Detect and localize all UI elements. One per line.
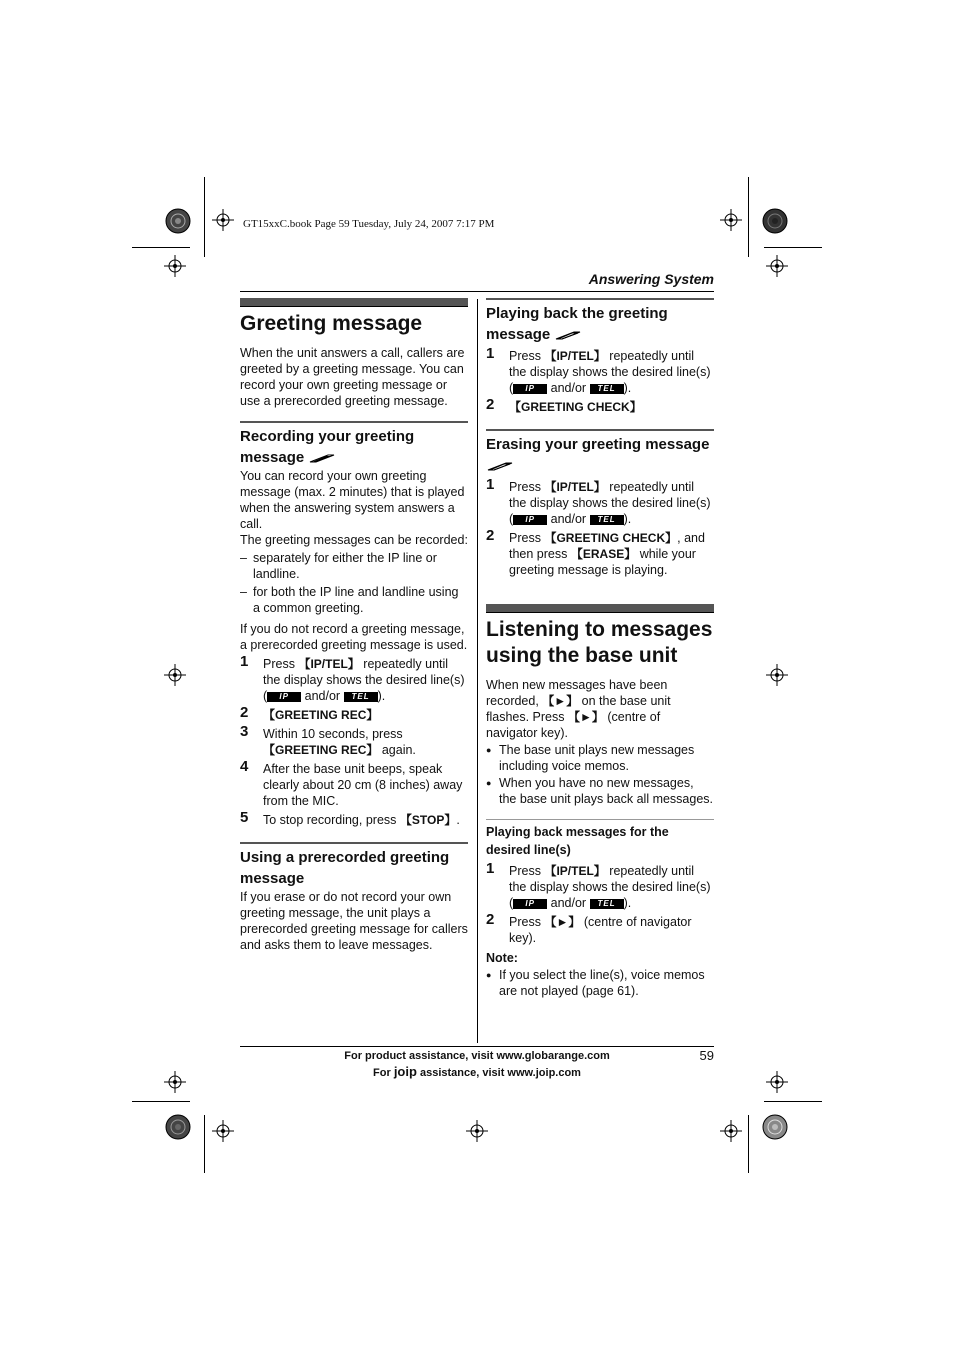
- key-label: 【IP/TEL】: [298, 657, 360, 671]
- registration-mark-icon: [212, 209, 234, 231]
- key-label: 【GREETING REC】: [263, 708, 379, 722]
- tel-badge-icon: TEL: [344, 692, 378, 702]
- registration-mark-icon: [720, 1120, 742, 1142]
- step-text: Press: [509, 349, 545, 363]
- key-text: ERASE: [582, 547, 625, 561]
- pen-icon: [308, 453, 336, 463]
- step-text: repeatedly until the display shows the desired line(s) (: [509, 349, 711, 395]
- crop-mark: [764, 247, 822, 248]
- key-text: GREETING REC: [275, 743, 367, 757]
- tel-badge-icon: TEL: [590, 515, 624, 525]
- play-icon: ►: [554, 694, 567, 708]
- play-icon: ►: [580, 710, 592, 724]
- key-label: 【►】: [544, 915, 581, 929]
- key-label: 【GREETING REC】: [263, 743, 379, 757]
- step-1: [240, 653, 468, 704]
- key-label: 【IP/TEL】: [544, 480, 606, 494]
- key-label: 【ERASE】: [570, 547, 637, 561]
- joip-logo: joip: [393, 1064, 417, 1079]
- tel-badge-icon: TEL: [590, 899, 624, 909]
- key-text: IP/TEL: [556, 349, 594, 363]
- bullet-item: ● If you select the line(s), voice memos are not played (page 61).: [486, 967, 714, 999]
- key-label: 【►】: [542, 694, 579, 708]
- heading-text: Erasing your greeting message: [486, 436, 710, 453]
- color-rosette-icon: [165, 208, 191, 234]
- bullet-item: ● When you have no new messages, the base unit plays back all messages.: [486, 775, 714, 807]
- key-label: 【GREETING CHECK】: [509, 400, 642, 414]
- step-2: [486, 911, 714, 946]
- key-label: 【STOP】: [399, 813, 457, 827]
- step-text: (centre of navigator key).: [509, 915, 692, 945]
- note-label: Note:: [486, 951, 518, 965]
- step-text: Press: [509, 864, 545, 878]
- step-text: Press: [509, 915, 545, 929]
- crop-mark: [204, 1115, 205, 1173]
- step-number: 1: [486, 860, 495, 877]
- subsection-title: [486, 303, 714, 345]
- step-5: [240, 809, 468, 828]
- footer-line-1: For product assistance, visit www.globarange.com: [344, 1050, 610, 1062]
- paragraph: You can record your own greeting message (max. 2 minutes) that is played when the answering system answers a call.: [240, 469, 465, 531]
- paragraph: If you do not record a greeting message, a prerecorded greeting message is used.: [240, 622, 468, 652]
- key-text: GREETING REC: [275, 708, 367, 722]
- step-text: and/or: [301, 689, 344, 703]
- text: on the base unit flashes. Press: [486, 694, 671, 724]
- section-title: Greeting message: [240, 312, 423, 335]
- section-title: Listening to messages using the base unit: [486, 618, 713, 667]
- step-2: [486, 527, 714, 578]
- footer: [240, 1048, 714, 1081]
- step-3: [240, 723, 468, 758]
- key-text: GREETING CHECK: [521, 400, 630, 414]
- key-text: STOP: [411, 813, 445, 827]
- pen-icon: [554, 330, 582, 340]
- step-number: 2: [486, 527, 495, 544]
- subheading: Playing back messages for the desired line(s): [486, 825, 669, 857]
- step-number: 4: [240, 758, 249, 775]
- tel-badge-icon: TEL: [590, 384, 624, 394]
- step-number: 2: [240, 704, 249, 721]
- footer-rule: [240, 1046, 714, 1047]
- ip-badge-icon: IP: [513, 515, 547, 525]
- key-text: GREETING CHECK: [556, 531, 666, 545]
- step-2: [486, 396, 714, 415]
- step-text: ).: [623, 381, 632, 395]
- step-number: 2: [486, 911, 495, 928]
- step-number: 5: [240, 809, 249, 826]
- step-1: [486, 476, 714, 527]
- paragraph: If you erase or do not record your own greeting message, the unit plays a prerecorded greeting message for callers and asks them to leave messages.: [240, 890, 468, 952]
- key-text: IP/TEL: [556, 864, 594, 878]
- heading-text: Playing back the greeting message: [486, 305, 668, 343]
- registration-mark-icon: [720, 209, 742, 231]
- registration-mark-icon: [164, 664, 186, 686]
- subsection-bar: [486, 429, 714, 431]
- step-4: [240, 758, 468, 809]
- thin-rule: [486, 819, 714, 820]
- step-1: [486, 860, 714, 911]
- column-divider: [477, 299, 478, 1043]
- key-label: 【IP/TEL】: [544, 349, 606, 363]
- subsection-bar: [486, 298, 714, 300]
- registration-mark-icon: [766, 664, 788, 686]
- text: assistance, visit www.joip.com: [416, 1067, 581, 1079]
- subsection-bar: [240, 842, 468, 844]
- heading-text: Recording your greeting message: [240, 428, 415, 466]
- footer-line-2: [240, 1064, 714, 1081]
- step-text: again.: [378, 743, 416, 757]
- section-bar: [486, 604, 714, 613]
- play-icon: ►: [556, 915, 569, 929]
- step-text: repeatedly until the display shows the desired line(s) (: [509, 864, 711, 910]
- crop-mark: [748, 1115, 749, 1173]
- step-text: Press: [509, 531, 545, 545]
- color-rosette-icon: [165, 1114, 191, 1140]
- dash-item: – for both the IP line and landline using a common greeting.: [240, 584, 468, 616]
- step-number: 2: [486, 396, 495, 413]
- step-number: 1: [486, 476, 495, 493]
- ip-badge-icon: IP: [267, 692, 301, 702]
- key-label: 【IP/TEL】: [544, 864, 606, 878]
- crop-mark: [764, 1101, 822, 1102]
- crop-mark: [132, 247, 190, 248]
- intro-text: When the unit answers a call, callers are greeted by a greeting message. You can record your own greeting message or use a prerecorded greeting message.: [240, 346, 465, 408]
- key-label: 【►】: [567, 710, 604, 724]
- left-column: [240, 298, 468, 953]
- registration-mark-icon: [466, 1120, 488, 1142]
- registration-mark-icon: [212, 1120, 234, 1142]
- paragraph: [486, 677, 714, 741]
- subsection-title: [486, 434, 714, 476]
- key-label: 【GREETING CHECK】: [544, 531, 678, 545]
- ip-badge-icon: IP: [513, 899, 547, 909]
- step-number: 1: [240, 653, 249, 670]
- step-text: To stop recording, press: [263, 813, 400, 827]
- step-text: Press: [509, 480, 545, 494]
- subsection-bar: [240, 421, 468, 423]
- pen-icon: [486, 461, 514, 471]
- step-text: Press: [263, 657, 299, 671]
- key-text: IP/TEL: [310, 657, 348, 671]
- registration-mark-icon: [164, 255, 186, 277]
- step-text: ).: [377, 689, 386, 703]
- step-text: and/or: [547, 381, 590, 395]
- step-text: and/or: [547, 896, 590, 910]
- subsection-title: [240, 426, 468, 468]
- page-number: 59: [699, 1048, 714, 1063]
- step-text: while your greeting message is playing.: [509, 547, 696, 577]
- registration-mark-icon: [766, 1071, 788, 1093]
- step-2: [240, 704, 468, 723]
- step-1: [486, 345, 714, 396]
- text: For: [373, 1067, 394, 1079]
- printer-info: GT15xxC.book Page 59 Tuesday, July 24, 2007 7:17 PM: [243, 218, 495, 230]
- registration-mark-icon: [164, 1071, 186, 1093]
- step-number: 3: [240, 723, 249, 740]
- ip-badge-icon: IP: [513, 384, 547, 394]
- registration-mark-icon: [766, 255, 788, 277]
- step-number: 1: [486, 345, 495, 362]
- step-text: repeatedly until the display shows the desired line(s) (: [509, 480, 711, 526]
- bullet-item: ● The base unit plays new messages including voice memos.: [486, 742, 714, 774]
- header-rule: [240, 291, 714, 292]
- step-text: repeatedly until the display shows the desired line(s) (: [263, 657, 465, 703]
- crop-mark: [748, 177, 749, 257]
- step-text: ).: [623, 512, 632, 526]
- crop-mark: [132, 1101, 190, 1102]
- step-text: Within 10 seconds, press: [263, 727, 403, 741]
- step-text: .: [456, 813, 460, 827]
- crop-mark: [204, 177, 205, 257]
- step-text: After the base unit beeps, speak clearly about 20 cm (8 inches) away from the MIC.: [263, 762, 463, 808]
- paragraph: The greeting messages can be recorded:: [240, 533, 468, 547]
- color-rosette-icon: [762, 208, 788, 234]
- step-text: and/or: [547, 512, 590, 526]
- section-bar: [240, 298, 468, 307]
- subsection-title: Using a prerecorded greeting message: [240, 849, 450, 887]
- right-column: [486, 298, 714, 1000]
- text: When new messages have been recorded,: [486, 678, 668, 708]
- text: (centre of navigator key).: [486, 710, 661, 740]
- key-text: IP/TEL: [556, 480, 594, 494]
- step-text: ).: [623, 896, 632, 910]
- step-text: , and then press: [509, 531, 705, 561]
- page-header-title: Answering System: [588, 271, 714, 287]
- color-rosette-icon: [762, 1114, 788, 1140]
- dash-item: – separately for either the IP line or landline.: [240, 550, 468, 582]
